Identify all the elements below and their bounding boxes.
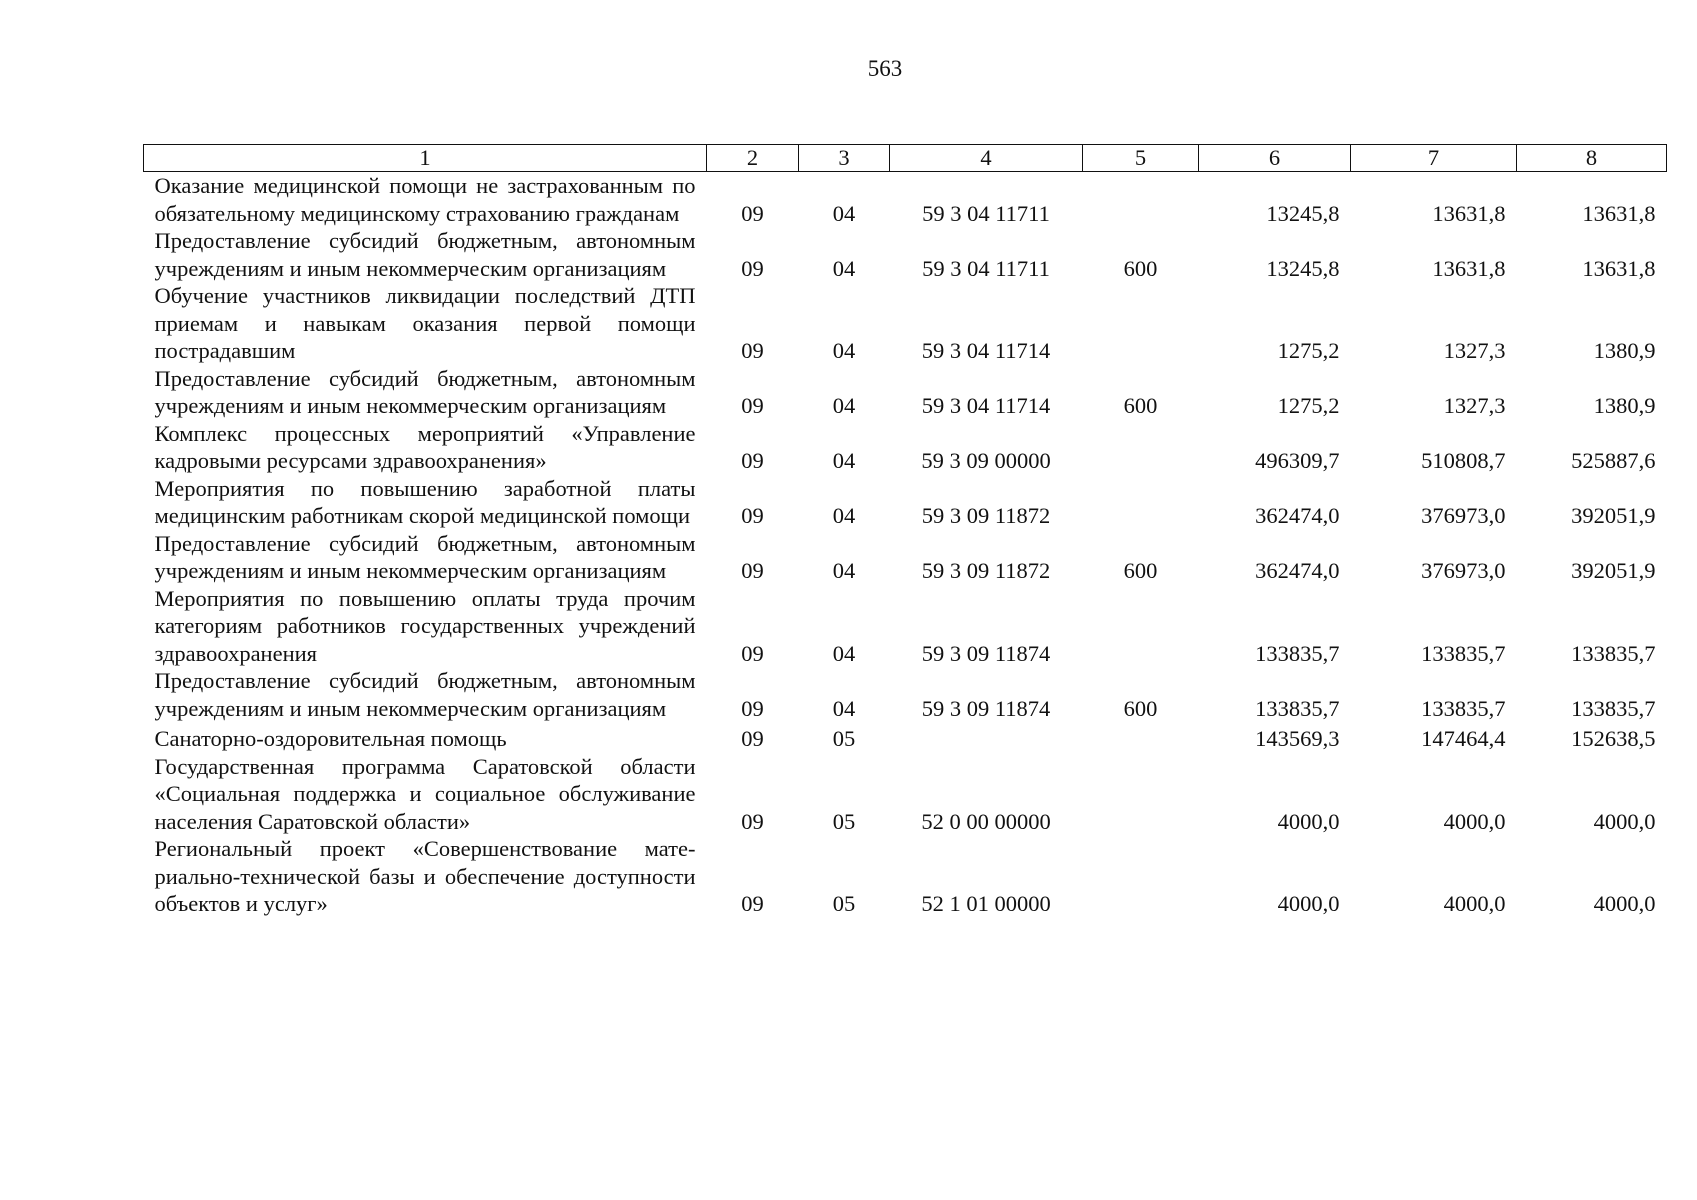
amount-year2-cell: 1327,3 bbox=[1443, 393, 1506, 418]
table-row bbox=[144, 172, 1667, 228]
column-header: 4 bbox=[890, 145, 1083, 172]
row-name-cell: Предоставление субсидий бюджетным, автономным учреждениям и иным некоммерческим организациям bbox=[154, 668, 696, 721]
row-name-cell: Предоставление субсидий бюджетным, автономным учреждениям и иным некоммерческим организациям bbox=[154, 530, 696, 583]
row-name-cell: Обучение участников ликвидации последствий ДТП приемам и навыкам оказания первой помощи пострадавшим bbox=[154, 283, 696, 363]
amount-year1-cell: 362474,0 bbox=[1255, 503, 1340, 528]
row-name-cell: Предоставление субсидий бюджетным, автономным учреждениям и иным некоммерческим организациям bbox=[154, 228, 696, 281]
target-article-cell: 59 3 04 11714 bbox=[921, 338, 1051, 363]
expense-type-cell: 600 bbox=[1123, 558, 1158, 583]
page-number: 563 bbox=[867, 56, 903, 81]
expense-type-cell: 600 bbox=[1123, 695, 1158, 721]
table-row bbox=[144, 475, 1667, 530]
section-code-cell: 09 bbox=[741, 503, 764, 528]
target-article-cell: 59 3 09 11874 bbox=[921, 695, 1051, 721]
target-article-cell: 52 0 00 00000 bbox=[921, 808, 1051, 834]
section-code-cell: 09 bbox=[741, 891, 764, 916]
row-name-cell: Комплекс процессных мероприятий «Управление кадровыми ресурсами здравоохранения» bbox=[154, 420, 696, 473]
target-article-cell: 59 3 09 11874 bbox=[921, 640, 1051, 666]
amount-year3-cell: 525887,6 bbox=[1571, 448, 1656, 473]
subsection-code-cell: 05 bbox=[832, 891, 856, 916]
amount-year3-cell: 133835,7 bbox=[1571, 640, 1656, 666]
row-name-cell: Мероприятия по повышению заработной платы медицинским работникам скорой медицинской помощи bbox=[154, 475, 696, 528]
amount-year3-cell: 133835,7 bbox=[1571, 695, 1656, 721]
amount-year1-cell: 496309,7 bbox=[1255, 448, 1340, 473]
amount-year3-cell: 13631,8 bbox=[1582, 255, 1656, 281]
column-header: 8 bbox=[1517, 145, 1667, 172]
subsection-code-cell: 04 bbox=[832, 640, 856, 666]
section-code-cell: 09 bbox=[741, 695, 764, 721]
expense-type-cell bbox=[1083, 172, 1199, 228]
section-code-cell: 09 bbox=[741, 640, 764, 666]
budget-table bbox=[143, 144, 1667, 918]
expense-type-cell bbox=[1083, 475, 1199, 530]
expense-type-cell bbox=[1083, 753, 1199, 836]
section-code-cell: 09 bbox=[741, 808, 764, 834]
amount-year2-cell: 147464,4 bbox=[1421, 726, 1506, 751]
table-row bbox=[144, 753, 1667, 836]
amount-year1-cell: 133835,7 bbox=[1255, 695, 1340, 721]
target-article-cell: 52 1 01 00000 bbox=[921, 891, 1051, 916]
row-name-cell: Санаторно-оздоровительная помощь bbox=[154, 726, 507, 751]
table-row bbox=[144, 585, 1667, 668]
subsection-code-cell: 04 bbox=[832, 558, 856, 583]
subsection-code-cell: 04 bbox=[832, 393, 856, 418]
amount-year2-cell: 376973,0 bbox=[1421, 503, 1506, 528]
amount-year1-cell: 143569,3 bbox=[1255, 726, 1340, 751]
amount-year2-cell: 13631,8 bbox=[1432, 255, 1506, 281]
amount-year1-cell: 13245,8 bbox=[1266, 255, 1340, 281]
amount-year2-cell: 1327,3 bbox=[1443, 338, 1506, 363]
column-header: 1 bbox=[144, 145, 707, 172]
target-article-cell: 59 3 09 11872 bbox=[921, 558, 1051, 583]
amount-year3-cell: 13631,8 bbox=[1582, 200, 1656, 226]
amount-year1-cell: 133835,7 bbox=[1255, 640, 1340, 666]
amount-year2-cell: 133835,7 bbox=[1421, 695, 1506, 721]
amount-year2-cell: 510808,7 bbox=[1421, 448, 1506, 473]
expense-type-cell: 600 bbox=[1123, 393, 1158, 418]
expense-type-cell bbox=[1083, 282, 1199, 365]
table-row bbox=[144, 282, 1667, 365]
target-article-cell: 59 3 04 11711 bbox=[922, 255, 1050, 281]
row-name-cell: Предоставление субсидий бюджетным, автономным учреждениям и иным некоммерческим организациям bbox=[154, 365, 696, 418]
row-name-cell: Государственная программа Саратовской области «Социальная поддержка и социальное обслуживание населения Саратовской области» bbox=[154, 753, 696, 834]
amount-year2-cell: 4000,0 bbox=[1443, 808, 1506, 834]
table-row bbox=[144, 530, 1667, 585]
expense-type-cell bbox=[1083, 420, 1199, 475]
section-code-cell: 09 bbox=[741, 558, 764, 583]
table-row bbox=[144, 835, 1667, 918]
table-row bbox=[144, 227, 1667, 282]
amount-year3-cell: 392051,9 bbox=[1571, 558, 1656, 583]
row-name-cell: Оказание медицинской помощи не застрахованным по обязательному медицинскому страхованию гражданам bbox=[154, 173, 696, 226]
amount-year3-cell: 152638,5 bbox=[1571, 726, 1656, 751]
column-header: 2 bbox=[707, 145, 799, 172]
column-header: 7 bbox=[1351, 145, 1517, 172]
amount-year2-cell: 4000,0 bbox=[1443, 891, 1506, 916]
amount-year1-cell: 13245,8 bbox=[1266, 200, 1340, 226]
amount-year3-cell: 1380,9 bbox=[1593, 393, 1656, 418]
amount-year3-cell: 4000,0 bbox=[1593, 891, 1656, 916]
expense-type-cell bbox=[1083, 722, 1199, 753]
section-code-cell: 09 bbox=[741, 338, 764, 363]
subsection-code-cell: 05 bbox=[832, 726, 856, 751]
amount-year3-cell: 392051,9 bbox=[1571, 503, 1656, 528]
row-name-cell: Региональный проект «Совершенствование материально-технической базы и обеспечение доступности объектов и услуг» bbox=[154, 836, 696, 916]
subsection-code-cell: 04 bbox=[832, 448, 856, 473]
target-article-cell: 59 3 04 11714 bbox=[921, 393, 1051, 418]
amount-year1-cell: 362474,0 bbox=[1255, 558, 1340, 583]
target-article-cell bbox=[890, 722, 1083, 753]
amount-year3-cell: 4000,0 bbox=[1593, 808, 1656, 834]
column-header: 6 bbox=[1199, 145, 1351, 172]
subsection-code-cell: 04 bbox=[832, 338, 856, 363]
table-row bbox=[144, 722, 1667, 753]
target-article-cell: 59 3 09 00000 bbox=[921, 448, 1051, 473]
amount-year1-cell: 4000,0 bbox=[1277, 891, 1340, 916]
subsection-code-cell: 05 bbox=[832, 808, 856, 834]
column-header: 3 bbox=[799, 145, 890, 172]
expense-type-cell: 600 bbox=[1123, 255, 1158, 281]
subsection-code-cell: 04 bbox=[832, 255, 856, 281]
table-row bbox=[144, 667, 1667, 722]
amount-year2-cell: 133835,7 bbox=[1421, 640, 1506, 666]
amount-year2-cell: 13631,8 bbox=[1432, 200, 1506, 226]
expense-type-cell bbox=[1083, 835, 1199, 918]
amount-year3-cell: 1380,9 bbox=[1593, 338, 1656, 363]
header-row bbox=[144, 145, 1667, 172]
amount-year1-cell: 4000,0 bbox=[1277, 808, 1340, 834]
table-row bbox=[144, 365, 1667, 420]
expense-type-cell bbox=[1083, 585, 1199, 668]
subsection-code-cell: 04 bbox=[832, 503, 856, 528]
section-code-cell: 09 bbox=[741, 393, 764, 418]
table-row bbox=[144, 420, 1667, 475]
column-header: 5 bbox=[1083, 145, 1199, 172]
target-article-cell: 59 3 04 11711 bbox=[922, 200, 1050, 226]
row-name-cell: Мероприятия по повышению оплаты труда прочим категориям работников государственных учреждений здравоохранения bbox=[154, 585, 696, 666]
subsection-code-cell: 04 bbox=[832, 200, 856, 226]
amount-year1-cell: 1275,2 bbox=[1277, 338, 1340, 363]
section-code-cell: 09 bbox=[741, 726, 764, 751]
amount-year1-cell: 1275,2 bbox=[1277, 393, 1340, 418]
section-code-cell: 09 bbox=[741, 200, 764, 226]
section-code-cell: 09 bbox=[741, 448, 764, 473]
amount-year2-cell: 376973,0 bbox=[1421, 558, 1506, 583]
target-article-cell: 59 3 09 11872 bbox=[921, 503, 1051, 528]
subsection-code-cell: 04 bbox=[832, 695, 856, 721]
section-code-cell: 09 bbox=[741, 255, 764, 281]
